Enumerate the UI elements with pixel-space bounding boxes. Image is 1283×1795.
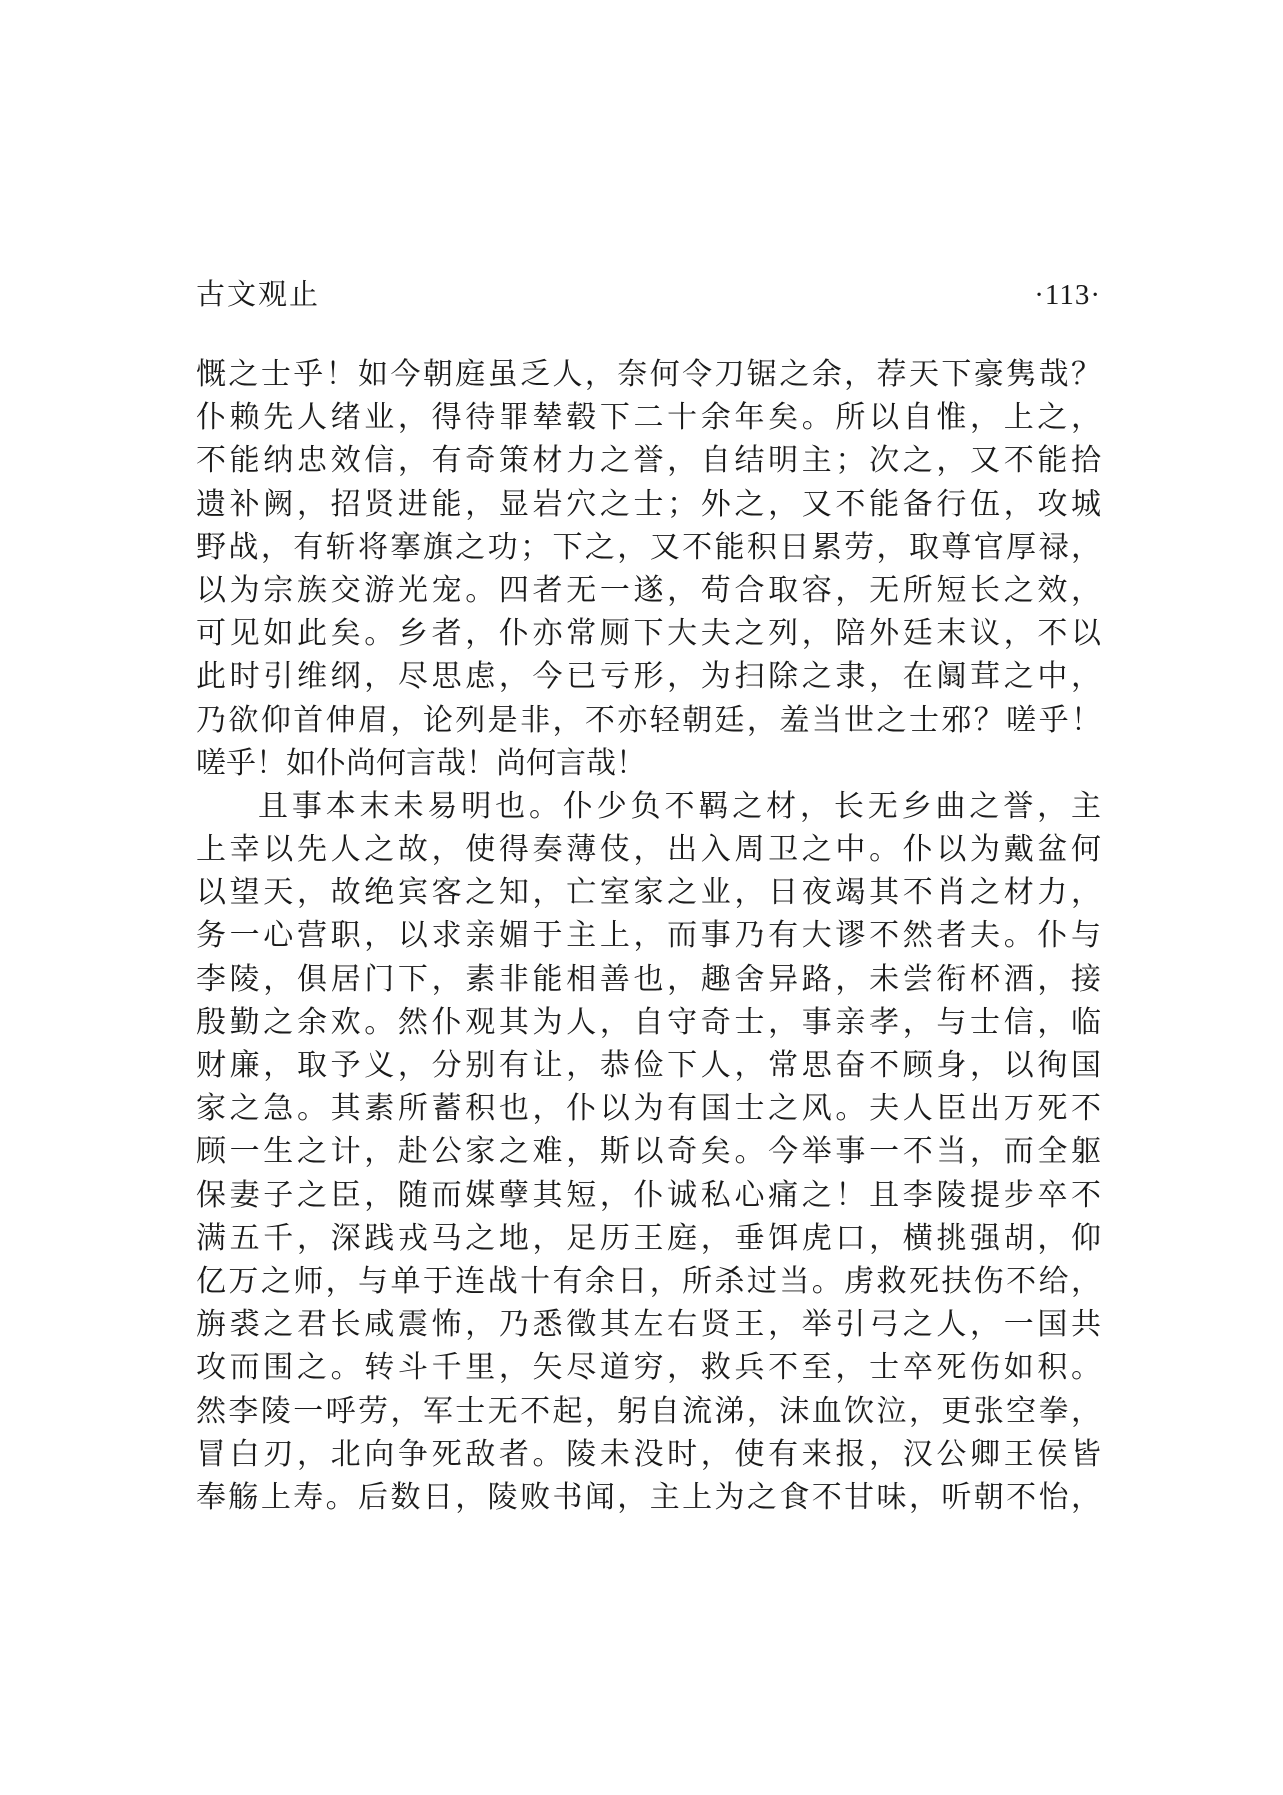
text-line: 李陵，俱居门下，素非能相善也，趣舍异路，未尝衔杯酒，接 <box>196 961 1101 997</box>
text-line: 满五千，深践戎马之地，足历王庭，垂饵虎口，横挑强胡，仰 <box>196 1220 1101 1256</box>
text-line: 保妻子之臣，随而媒孽其短，仆诚私心痛之！且李陵提步卒不 <box>196 1177 1101 1213</box>
text-line: 以为宗族交游光宠。四者无一遂，苟合取容，无所短长之效， <box>196 572 1101 608</box>
text-line: 然李陵一呼劳，军士无不起，躬自流涕，沫血饮泣，更张空拳， <box>196 1393 1101 1429</box>
book-title: 古文观止 <box>196 277 321 311</box>
text-line: 此时引维纲，尽思虑，今已亏形，为扫除之隶，在阘茸之中， <box>196 659 1101 695</box>
text-line: 以望天，故绝宾客之知，亡室家之业，日夜竭其不肖之材力， <box>196 875 1101 911</box>
text-line: 仆赖先人绪业，得待罪辇毂下二十余年矣。所以自惟，上之， <box>196 400 1101 436</box>
text-line: 财廉，取予义，分别有让，恭俭下人，常思奋不顾身，以徇国 <box>196 1048 1101 1083</box>
text-line: 攻而围之。转斗千里，矢尽道穷，救兵不至，士卒死伤如积。 <box>196 1350 1101 1386</box>
text-line: 亿万之师，与单于连战十有余日，所杀过当。虏救死扶伤不给， <box>196 1263 1101 1299</box>
text-line: 可见如此矣。乡者，仆亦常厕下大夫之列，陪外廷末议，不以 <box>196 616 1101 652</box>
text-line: 旃裘之君长咸震怖，乃悉徵其左右贤王，举引弓之人，一国共 <box>196 1307 1101 1343</box>
text-line: 殷勤之余欢。然仆观其为人，自守奇士，事亲孝，与士信，临 <box>196 1004 1101 1040</box>
text-line: 冒白刃，北向争死敌者。陵未没时，使有来报，汉公卿王侯皆 <box>196 1436 1101 1472</box>
text-line: 顾一生之计，赴公家之难，斯以奇矣。今举事一不当，而全躯 <box>196 1134 1101 1170</box>
paragraph-end-line: 嗟乎！如仆尚何言哉！尚何言哉！ <box>196 745 646 781</box>
text-line: 家之急。其素所蓄积也，仆以为有国士之风。夫人臣出万死不 <box>196 1091 1101 1127</box>
body-text <box>196 353 1101 1519</box>
text-line: 野战，有斩将搴旗之功；下之，又不能积日累劳，取尊官厚禄， <box>196 529 1101 565</box>
running-header <box>196 272 1101 312</box>
text-line: 慨之士乎！如今朝庭虽乏人，奈何令刀锯之余，荐天下豪隽哉？ <box>196 357 1101 392</box>
text-line: 务一心营职，以求亲媚于主上，而事乃有大谬不然者夫。仆与 <box>196 918 1101 954</box>
paragraph-first-line: 且事本末未易明也。仆少负不羁之材，长无乡曲之誉，主 <box>258 788 1101 824</box>
text-line: 不能纳忠效信，有奇策材力之誉，自结明主；次之，又不能拾 <box>196 443 1101 479</box>
text-line: 上幸以先人之故，使得奏薄伎，出入周卫之中。仆以为戴盆何 <box>196 832 1101 868</box>
text-line: 遗补阙，招贤进能，显岩穴之士；外之，又不能备行伍，攻城 <box>196 486 1101 522</box>
text-line: 奉觞上寿。后数日，陵败书闻，主上为之食不甘味，听朝不怡， <box>196 1479 1101 1515</box>
text-line: 乃欲仰首伸眉，论列是非，不亦轻朝廷，羞当世之士邪？嗟乎！ <box>196 702 1101 738</box>
page-number: ·113· <box>1034 279 1101 311</box>
